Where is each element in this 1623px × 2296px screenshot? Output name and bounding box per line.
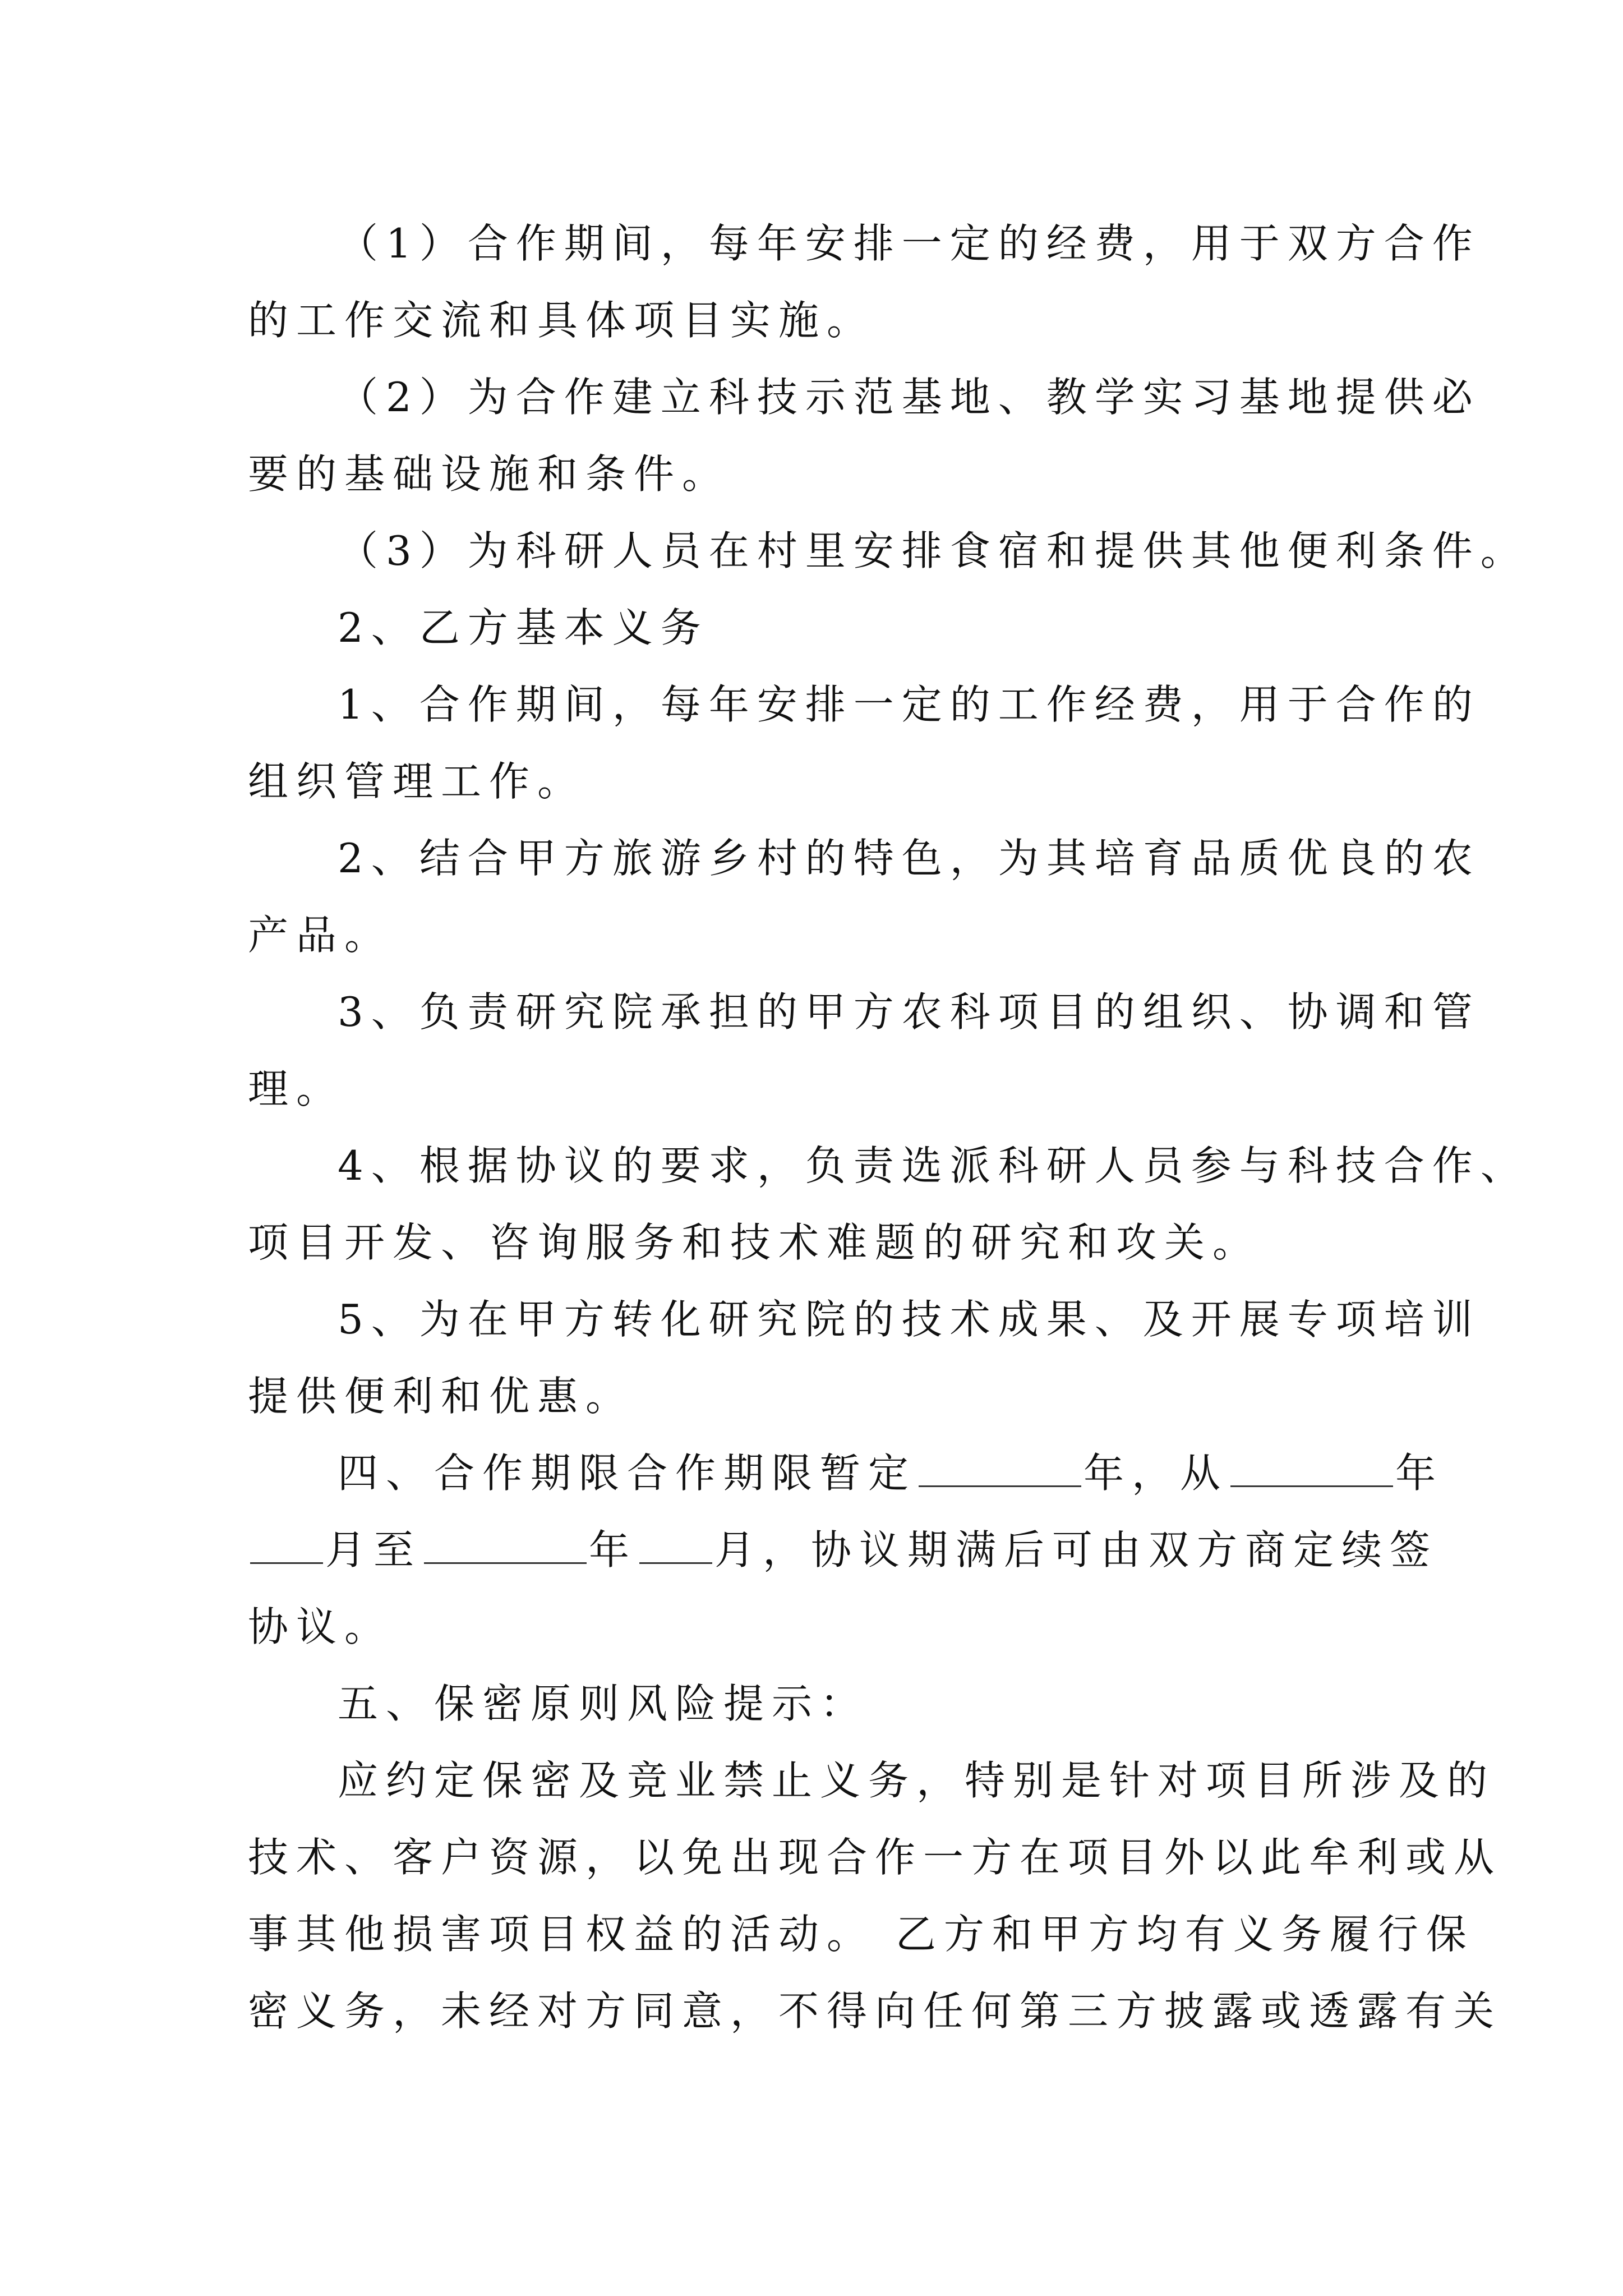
term-line (248, 1435, 1444, 1512)
paragraph-line: 组织管理工作。 (248, 758, 586, 805)
paragraph-line: （2）为合作建立科技示范基地、教学实习基地提供必 (338, 374, 1481, 421)
term-text: 年，从 (1083, 1450, 1229, 1497)
fill-in-blank[interactable] (919, 1452, 1081, 1487)
paragraph-line: 的工作交流和具体项目实施。 (248, 297, 875, 344)
paragraph-line: 提供便利和优惠。 (248, 1373, 634, 1420)
term-text: 四、合作期限合作期限暂定 (338, 1450, 917, 1497)
paragraph-line: 3、负责研究院承担的甲方农科项目的组织、协调和管 (338, 988, 1481, 1036)
paragraph-line: 4、根据协议的要求，负责选派科研人员参与科技合作、 (338, 1142, 1529, 1189)
paragraph-line: 密义务，未经对方同意，不得向任何第三方披露或透露有关 (248, 1987, 1502, 2035)
paragraph-line: 项目开发、咨询服务和技术难题的研究和攻关。 (248, 1219, 1261, 1266)
paragraph-line: 产品。 (248, 912, 393, 959)
section-heading: 五、保密原则风险提示： (338, 1680, 869, 1727)
term-text: 年 (1395, 1450, 1444, 1497)
paragraph-line: 5、为在甲方转化研究院的技术成果、及开展专项培训 (338, 1296, 1481, 1343)
paragraph-line: 2、结合甲方旅游乡村的特色，为其培育品质优良的农 (338, 835, 1481, 882)
section-heading: 2、乙方基本义务 (338, 604, 709, 651)
paragraph-line: 技术、客户资源，以免出现合作一方在项目外以此牟利或从 (248, 1834, 1502, 1881)
document-body (248, 205, 1529, 2050)
paragraph-line: 应约定保密及竞业禁止义务，特别是针对项目所涉及的 (338, 1757, 1496, 1804)
paragraph-line: 协议。 (248, 1603, 393, 1650)
fill-in-blank[interactable] (1230, 1452, 1393, 1487)
paragraph-line: （1）合作期间，每年安排一定的经费，用于双方合作 (338, 220, 1481, 267)
term-text: 月至 (325, 1526, 422, 1573)
paragraph-line: 要的基础设施和条件。 (248, 450, 731, 498)
paragraph-line: 1、合作期间，每年安排一定的工作经费，用于合作的 (338, 681, 1481, 728)
fill-in-blank[interactable] (639, 1529, 712, 1564)
paragraph-line: 事其他损害项目权益的活动。 乙方和甲方均有义务履行保 (248, 1911, 1474, 1958)
fill-in-blank[interactable] (424, 1529, 587, 1564)
term-text: 月，协议期满后可由双方商定续签 (714, 1526, 1438, 1573)
term-text: 年 (589, 1526, 638, 1573)
paragraph-line: （3）为科研人员在村里安排食宿和提供其他便利条件。 (338, 527, 1529, 574)
fill-in-blank[interactable] (250, 1529, 323, 1564)
paragraph-line: 理。 (248, 1065, 345, 1112)
term-line (248, 1512, 1438, 1589)
